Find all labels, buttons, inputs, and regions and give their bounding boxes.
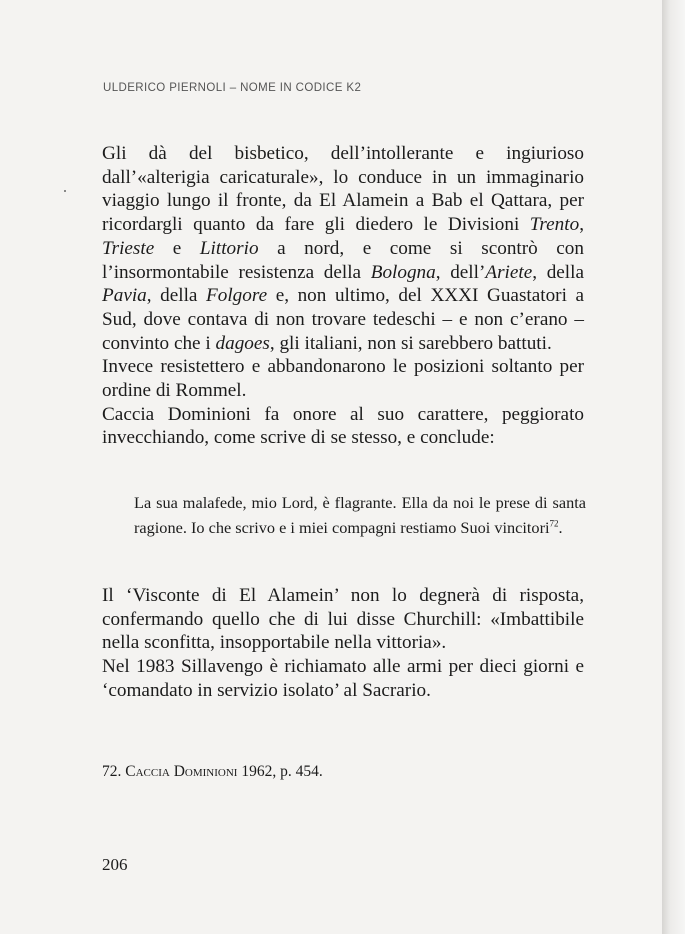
footnote-number: 72. xyxy=(102,763,122,780)
paragraph-3: Caccia Dominioni fa onore al suo carattere, peggiorato invecchiando, come scrive di se stesso, e conclude: xyxy=(102,403,584,449)
footnote-reference: 72 xyxy=(549,518,559,529)
stray-mark xyxy=(64,190,66,192)
paragraph-2: Invece resistettero e abbandonarono le posizioni soltanto per ordine di Rommel. xyxy=(102,356,584,402)
paragraph-1: Gli dà del bisbetico, dell’intollerante e ingiurioso dall’«alterigia caricaturale», lo conduce in un immaginario viaggio lungo il fronte, da El Alamein a Bab el Qattara, per ricordargli quanto da fare gli diedero le Divisioni Trento, Trieste e Littorio a nord, e come si scontrò con l’insormontabile resistenza della Bologna, dell’Ariete, della Pavia, della Folgore e, non ultimo, del XXXI Guastatori a Sud, dove contava di non trovare tedeschi – e non c’erano – convinto che i dagoes, gli italiani, non si sarebbero battuti. xyxy=(102,143,584,354)
paragraph-5: Nel 1983 Sillavengo è richiamato alle armi per dieci giorni e ‘comandato in servizio isolato’ al Sacrario. xyxy=(102,656,584,701)
block-quote: La sua malafede, mio Lord, è flagrante. Ella da noi le prese di santa ragione. Io che scrivo e i miei compagni restiamo Suoi vincitori$^{72}$. xyxy=(134,493,586,537)
footnote: 72. Caccia Dominioni 1962, p. 454. xyxy=(102,763,323,780)
page-edge-shadow xyxy=(662,0,685,934)
main-text-continued xyxy=(102,584,584,703)
paragraph-4: Il ‘Visconte di El Alamein’ non lo degnerà di risposta, confermando quello che di lui disse Churchill: «Imbattibile nella sconfitta, insopportabile nella vittoria». xyxy=(102,585,584,654)
main-text xyxy=(102,142,584,450)
page-number: 206 xyxy=(102,855,128,874)
footnote-author: Caccia Dominioni xyxy=(125,763,238,780)
running-head: ULDERICO PIERNOLI – NOME IN CODICE K2 xyxy=(103,82,362,94)
